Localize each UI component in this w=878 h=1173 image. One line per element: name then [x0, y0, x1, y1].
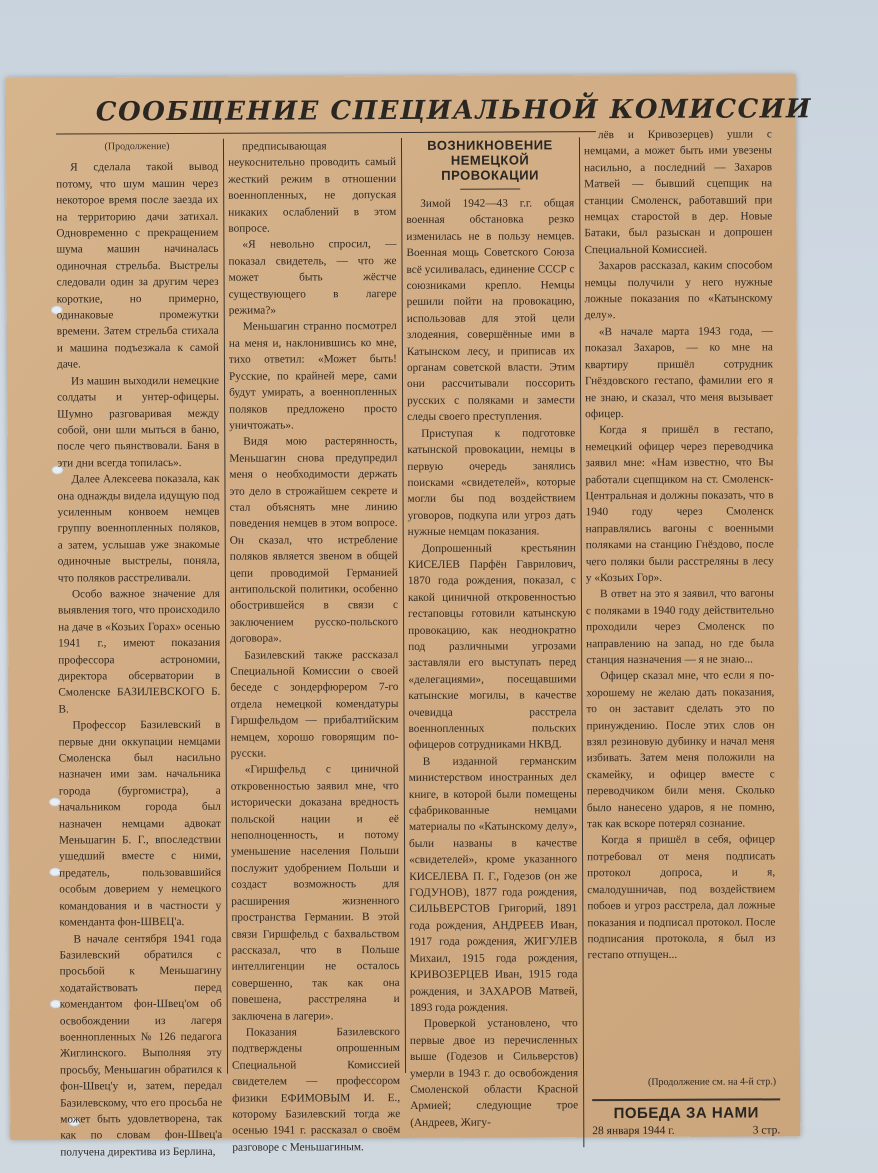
paragraph: Проверкой установлено, что первые двое из перечисленных выше (Годезов и Сильверстов) умерли в 1943 г. до освобождения Смоленской области Красной Армией; следующие трое (Андреев, Жигу-	[409, 1017, 579, 1129]
paragraph: Показания Базилевского подтверждены опрошенным Специальной Комиссией свидетелем — профессором физики ЕФИМОВЫМ И. Е., которому Базилевский тогда же осенью 1941 г. рассказал о своём разговоре с Меньшагиным.	[231, 1025, 401, 1154]
paragraph: лёв и Кривозерцев) ушли с немцами, а может быть ими увезены насильно, а последний — Захаров Матвей — бывший сцепщик на станции Смоленск, работавший при немцах старостой в дер. Новые Батаки, был разыскан и допрошен Специальной Комиссией.	[583, 128, 773, 257]
page-number: 3 стр.	[752, 1124, 781, 1137]
newspaper-name: ПОБЕДА ЗА НАМИ	[613, 1104, 759, 1123]
paragraph: Офицер сказал мне, что если я по-хорошему не желаю дать показания, то он заставит сделать это по принуждению. После этих слов он взял резиновую дубинку и начал меня избивать. Затем меня положили на скамейку, и офицер вместе с переводчиком били меня. Сколько было нанесено ударов, я не помню, так как вскоре потерял сознание.	[586, 669, 775, 831]
paragraph: Особо важное значение для выявления того, что происходило на даче в «Козьих Горах» осенью 1941 г., имеют показания профессора астрономии, директора обсерватории в Смоленске БАЗИЛЕВСКОГО Б. В.	[57, 587, 221, 716]
paragraph: Базилевский также рассказал Специальной Комиссии о своей беседе с зондерфюрером 7-го отдела немецкой комендатуры Гиршфельдом — прибалтийским немцем, хорошо говорящим по-русски.	[230, 648, 399, 760]
headline: СООБЩЕНИЕ СПЕЦИАЛЬНОЙ КОМИССИИ	[95, 94, 812, 128]
paragraph: В изданной германским министерством иностранных дел книге, в которой были помещены сфабрикованные немцами материалы по «Катынскому делу», были названы в качестве «свидетелей», кроме указанного КИСЕЛЕВА П. Г., Годезов (он же ГОДУНОВ), 1877 года рождения, СИЛЬВЕРСТОВ Григорий, 1891 года рождения, АНДРЕЕВ Иван, 1917 года рождения, ЖИГУЛЕВ Михаил, 1915 года рождения, КРИВОЗЕРЦЕВ Иван, 1915 года рождения, и ЗАХАРОВ Матвей, 1893 года рождения.	[408, 755, 578, 1014]
paragraph: Меньшагин странно посмотрел на меня и, наклонившись ко мне, тихо ответил: «Может быть! Русские, по крайней мере, сами будут умирать, а военнопленных поляков предложено просто уничтожать».	[228, 320, 398, 432]
section-heading: ВОЗНИКНОВЕНИЕ НЕМЕЦКОЙ ПРОВОКАЦИИ	[427, 137, 553, 183]
paragraph: «Гиршфельд с циничной откровенностью заявил мне, что исторически доказана вредность польской нации и её неполноценность, и потому уменьшение населения Польши послужит удобрением Польши и создаст возможность для расширения жизненного пространства Германии. В этой связи Гиршфельд с бахвальством рассказал, что в Польше интеллигенции не осталось совершенно, так как она повешена, расстреляна и заключена в лагери».	[230, 763, 400, 1023]
paragraph: Когда я пришёл в гестапо, немецкий офицер через переводчика заявил мне: «Нам известно, что Вы работали сцепщиком на ст. Смоленск-Центральная и должны показать, что в 1940 году через Смоленск направлялись вагоны с военными поляками на станцию Гнёздово, после чего поляки были расстреляны в лесу у «Козьих Гор».	[585, 423, 774, 585]
continuation-note: (Продолжение)	[104, 141, 170, 153]
column-divider	[401, 138, 406, 1073]
header-rule	[56, 131, 596, 134]
paragraph: Когда я пришёл в себя, офицер потребовал от меня подписать протокол допроса, и я, смалодушничав, под воздействием побоев и угроз расстрела, дал ложные показания и подписал протокол. После подписания протокола, я был из гестапо отпущен...	[587, 833, 776, 962]
paragraph: В ответ на это я заявил, что вагоны с поляками в 1940 году действительно проходили через Смоленск по направлению на запад, но где была станция назначения — я не знаю...	[585, 587, 775, 667]
paragraph: Профессор Базилевский в первые дни оккупации немцами Смоленска был насильно назначен ими зам. начальника города (бургомистра), а начальником города был назначен немцами адвокат Меньшагин Б. Г., впоследствии ушедший вместе с ними, предатель, пользовавшийся особым доверием у немецкого командования и в частности у коменданта фон-ШВЕЦ'а.	[58, 719, 222, 929]
paragraph: Я сделала такой вывод потому, что шум машин через некоторое время после заезда их на территорию дачи затихал. Одновременно с прекращением шума машин начиналась одиночная стрельба. Выстрелы следовали один за другим через короткие, но примерно, одинаковые промежутки времени. Затем стрельба стихала и машина подъезжала к самой даче.	[56, 161, 219, 371]
column-1	[56, 139, 223, 1159]
paragraph: Далее Алексеева показала, как она однажды видела идущую под усиленным конвоем немцев группу военнопленных поляков, а затем, услышав уже знакомые одиночные выстрелы, поняла, что поляков расстреливали.	[57, 472, 220, 585]
column-divider	[223, 139, 228, 1074]
paragraph: Видя мою растерянность, Меньшагин снова предупредил меня о необходимости держать это дело в строжайшем секрете и стал объяснять мне линию поведения немцев в этом вопросе. Он сказал, что истребление поляков является звеном в общей цепи проводимой Германией антипольской политики, особенно обострившейся в связи с заключением русско-польского договора».	[229, 435, 399, 645]
column-divider	[579, 137, 584, 1147]
paragraph: Приступая к подготовке катынской провокации, немцы в первую очередь занялись поисками «свидетелей», которые могли бы под воздействием уговоров, подкупа или угроз дать нужные немцам показания.	[407, 426, 576, 539]
paragraph: Из машин выходили немецкие солдаты и унтер-офицеры. Шумно разговаривая между собой, они шли мыться в баню, после чего пьянствовали. Баня в эти дни всегда топилась».	[57, 374, 220, 470]
paragraph: «Я невольно спросил, — показал свидетель, — что же может быть жёстче существующего в лагере режима?»	[228, 238, 397, 317]
continued-note: (Продолжение см. на 4-й стр.)	[647, 1076, 777, 1088]
column-2	[228, 138, 401, 1154]
paragraph: Допрошенный крестьянин КИСЕЛЕВ Парфён Гаврилович, 1870 года рождения, показал, с какой циничной откровенностью гестаповцы готовили катынскую провокацию, как неоднократно под различными угрозами заставляли его выступать перед «делегациями», посещавшими катынские могилы, в качестве очевидца расстрела военнопленных польских офицеров сотрудниками НКВД.	[407, 541, 577, 752]
paragraph: Зимой 1942—43 г.г. общая военная обстановка резко изменилась не в пользу немцев. Военная мощь Советского Союза всё усиливалась, единение СССР с союзниками крепло. Немцы решили пойти на провокацию, использовав для этой цели злодеяния, совершённые ими в Катынском лесу, и приписав их органам советской власти. Этим они рассчитывали поссорить русских с поляками и замести следы своего преступления.	[406, 197, 576, 424]
column-4	[584, 126, 776, 1062]
heading-rule	[460, 188, 520, 189]
masthead-rule	[592, 1098, 780, 1101]
dateline	[592, 1124, 780, 1137]
paragraph: предписывающая неукоснительно проводить самый жесткий режим в отношении военнопленных, не допуская никаких ослаблений в этом вопросе.	[228, 140, 397, 235]
paragraph: В начале сентября 1941 года Базилевский обратился с просьбой к Меньшагину ходатайствовать перед комендантом фон-Швец'ом об освобождении из лагеря военнопленных № 126 педагога Жиглинского. Выполняя эту просьбу, Меньшагин обратился к фон-Швец'у и, затем, передал Базилевскому, что его просьба не может быть удовлетворена, так как по словам фон-Швец'а получена директива из Берлина,	[59, 932, 223, 1159]
newspaper-page	[6, 74, 812, 1159]
paragraph: «В начале марта 1943 года, — показал Захаров, — ко мне на квартиру пришёл сотрудник Гнёздовского гестапо, фамилии его я не знаю, и сказал, что меня вызывает офицер.	[584, 325, 774, 421]
paragraph: Захаров рассказал, каким способом немцы получили у него нужные ложные показания по «Катынскому делу».	[584, 259, 773, 322]
issue-date: 28 января 1944 г.	[592, 1124, 675, 1138]
column-3	[406, 137, 579, 1129]
